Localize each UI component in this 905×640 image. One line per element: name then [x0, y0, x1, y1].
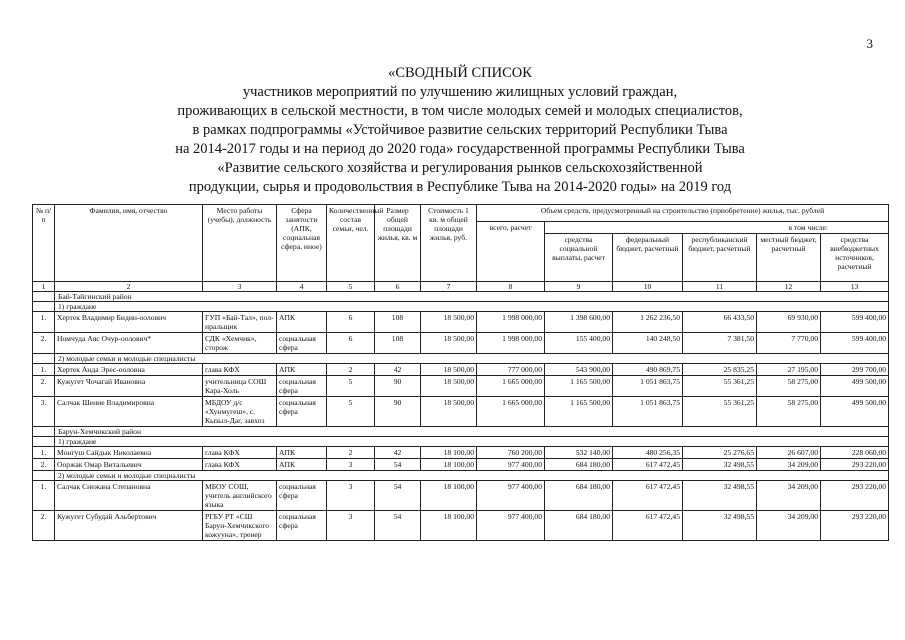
column-number: 6 [375, 282, 421, 292]
table-cell: 1 998 000,00 [477, 312, 545, 333]
table-cell: 18 100,00 [421, 481, 477, 511]
table-cell: 6 [327, 333, 375, 354]
table-cell: 42 [375, 447, 421, 459]
header-price: Стоимость 1 кв. м общей площади жилья, руб. [421, 205, 477, 282]
table-cell: АПК [277, 364, 327, 376]
table-cell: 18 100,00 [421, 447, 477, 459]
document-title [120, 64, 800, 197]
column-number: 2 [55, 282, 203, 292]
table-cell: 90 [375, 397, 421, 427]
column-number: 3 [203, 282, 277, 292]
table-row [33, 511, 889, 541]
header-area: Размер общей площади жилья, кв. м [375, 205, 421, 282]
table-cell: 228 060,00 [821, 447, 889, 459]
header-family: Количественный состав семьи, чел. [327, 205, 375, 282]
table-cell: АПК [277, 459, 327, 471]
header-republic: республиканский бюджет, расчетный [683, 234, 757, 282]
table-cell: 293 220,00 [821, 481, 889, 511]
table-cell: 7 770,00 [757, 333, 821, 354]
table-cell: МБОУ СОШ, учитель английского языка [203, 481, 277, 511]
table-row [33, 397, 889, 427]
title-line: на 2014-2017 годы и на период до 2020 года» государственной программы Республики Тыва [175, 141, 745, 157]
table-row [33, 364, 889, 376]
table-cell: 3. [33, 397, 55, 427]
table-cell: 5 [327, 376, 375, 397]
table-row [33, 447, 889, 459]
table-row [33, 333, 889, 354]
table-cell: 25 276,65 [683, 447, 757, 459]
table-cell: 3 [327, 481, 375, 511]
column-number: 12 [757, 282, 821, 292]
header-federal: федеральный бюджет, расчетный [613, 234, 683, 282]
table-cell: 26 607,00 [757, 447, 821, 459]
table-cell: глава КФХ [203, 364, 277, 376]
table-cell: учительница СОШ Кара-Холь [203, 376, 277, 397]
table-cell: 1 398 600,00 [545, 312, 613, 333]
title-line: участников мероприятий по улучшению жилищных условий граждан, [242, 84, 678, 100]
table-cell: МБДОУ д/с «Хунмугеш», с. Кызыл-Даг, завхоз [203, 397, 277, 427]
column-number: 10 [613, 282, 683, 292]
group-label: 2) молодые семьи и молодые специалисты [55, 471, 889, 481]
district-name-row [33, 427, 889, 437]
table-cell: 617 472,45 [613, 481, 683, 511]
table-cell: социальная сфера [277, 333, 327, 354]
table-cell: 1 165 500,00 [545, 376, 613, 397]
participants-table [32, 204, 889, 541]
table-cell: 2. [33, 376, 55, 397]
group-label-row [33, 302, 889, 312]
table-cell: 42 [375, 364, 421, 376]
table-cell: 66 433,50 [683, 312, 757, 333]
table-row [33, 312, 889, 333]
table-cell: 777 000,00 [477, 364, 545, 376]
table-cell: 58 275,00 [757, 376, 821, 397]
table-cell: 1. [33, 447, 55, 459]
table-cell: глава КФХ [203, 447, 277, 459]
table-cell: социальная сфера [277, 397, 327, 427]
empty-cell [33, 427, 55, 437]
table-cell: 977 400,00 [477, 481, 545, 511]
table-cell: 69 930,00 [757, 312, 821, 333]
table-cell: социальная сфера [277, 376, 327, 397]
column-numbers-row [33, 282, 889, 292]
group-label-row [33, 471, 889, 481]
table-cell: 25 835,25 [683, 364, 757, 376]
column-number: 5 [327, 282, 375, 292]
table-cell: 977 400,00 [477, 511, 545, 541]
table-cell: 54 [375, 459, 421, 471]
table-cell: 18 100,00 [421, 459, 477, 471]
table-cell: 32 498,55 [683, 459, 757, 471]
table-cell: 18 500,00 [421, 397, 477, 427]
table-cell: РГБУ РТ «СШ Барун-Хемчикского кожууна», тренер [203, 511, 277, 541]
title-line: проживающих в сельской местности, в том числе молодых семей и молодых специалистов, [177, 103, 743, 119]
header-name: Фамилия, имя, отчество [55, 205, 203, 282]
table-cell: 1. [33, 481, 55, 511]
table-cell: 1 262 236,50 [613, 312, 683, 333]
table-cell: 3 [327, 459, 375, 471]
table-cell: СДК «Хемчик», сторож [203, 333, 277, 354]
header-no: № п/п [33, 205, 55, 282]
district-name: Бай-Тайгинский район [55, 292, 889, 302]
empty-cell [33, 302, 55, 312]
table-cell: 543 900,00 [545, 364, 613, 376]
table-cell: 293 220,00 [821, 459, 889, 471]
table-cell: 977 400,00 [477, 459, 545, 471]
table-cell: 599 400,00 [821, 312, 889, 333]
table-cell: глава КФХ [203, 459, 277, 471]
table-cell: 293 220,00 [821, 511, 889, 541]
district-name-row [33, 292, 889, 302]
column-number: 1 [33, 282, 55, 292]
table-cell: 760 200,00 [477, 447, 545, 459]
header-volume: Объем средств, предусмотренный на строительство (приобретение) жилья, тыс. рублей [477, 205, 889, 222]
table-cell: 599 400,00 [821, 333, 889, 354]
district-name: Барун-Хемчикский район [55, 427, 889, 437]
table-cell: 18 500,00 [421, 376, 477, 397]
table-cell: 684 180,00 [545, 481, 613, 511]
header-sphere: Сфера занятости (АПК, социальная сфера, иное) [277, 205, 327, 282]
table-cell: 2 [327, 364, 375, 376]
table-cell: 90 [375, 376, 421, 397]
table-cell: Хертек Анда Эрес-ооловна [55, 364, 203, 376]
table-cell: 155 400,00 [545, 333, 613, 354]
table-cell: социальная сфера [277, 511, 327, 541]
empty-cell [33, 292, 55, 302]
table-cell: 1. [33, 312, 55, 333]
column-number: 8 [477, 282, 545, 292]
table-cell: 2 [327, 447, 375, 459]
table-cell: 2. [33, 511, 55, 541]
table-cell: 299 700,00 [821, 364, 889, 376]
table-cell: 1 665 000,00 [477, 376, 545, 397]
group-label: 1) граждане [55, 437, 889, 447]
table-cell: Ооржак Омар Витальевич [55, 459, 203, 471]
table-cell: 499 500,00 [821, 397, 889, 427]
title-line: «Развитие сельского хозяйства и регулирования рынков сельскохозяйственной [217, 160, 703, 176]
header-including: в том числе: [545, 222, 889, 234]
table-cell: 32 498,55 [683, 481, 757, 511]
table-cell: ГУП «Бай-Тал», полиральщик [203, 312, 277, 333]
table-cell: 58 275,00 [757, 397, 821, 427]
table-cell: Кужугет Чочагай Ивановна [55, 376, 203, 397]
title-line: продукции, сырья и продовольствия в Республике Тыва на 2014-2020 годы» на 2019 год [188, 179, 732, 195]
table-cell: 1 998 000,00 [477, 333, 545, 354]
table-cell: Салчак Шениe Владимировна [55, 397, 203, 427]
table-cell: 1 051 863,75 [613, 376, 683, 397]
table-cell: Номчуда Аяс Очур-оолович* [55, 333, 203, 354]
page-number: 3 [866, 36, 873, 51]
table-cell: 18 100,00 [421, 511, 477, 541]
table-row [33, 481, 889, 511]
table-cell: 18 500,00 [421, 364, 477, 376]
column-number: 4 [277, 282, 327, 292]
table-cell: 617 472,45 [613, 511, 683, 541]
table-cell: 55 361,25 [683, 376, 757, 397]
table-cell: 2. [33, 459, 55, 471]
table-cell: 54 [375, 481, 421, 511]
table-cell: 684 180,00 [545, 511, 613, 541]
table-cell: социальная сфера [277, 481, 327, 511]
table-cell: 7 381,50 [683, 333, 757, 354]
table-cell: 108 [375, 312, 421, 333]
table-cell: 1. [33, 364, 55, 376]
title-line: «СВОДНЫЙ СПИСОК [388, 65, 532, 81]
table-cell: 54 [375, 511, 421, 541]
table-cell: 2. [33, 333, 55, 354]
table-cell: 6 [327, 312, 375, 333]
table-cell: 532 140,00 [545, 447, 613, 459]
table-cell: 499 500,00 [821, 376, 889, 397]
table-cell: 490 869,75 [613, 364, 683, 376]
table-cell: 684 180,00 [545, 459, 613, 471]
table-cell: 1 165 500,00 [545, 397, 613, 427]
table-cell: 108 [375, 333, 421, 354]
table-cell: 55 361,25 [683, 397, 757, 427]
table-cell: 34 209,00 [757, 459, 821, 471]
column-number: 9 [545, 282, 613, 292]
table-cell: 3 [327, 511, 375, 541]
column-number: 13 [821, 282, 889, 292]
table-cell: 5 [327, 397, 375, 427]
header-work: Место работы (учебы), должность [203, 205, 277, 282]
table-row [33, 459, 889, 471]
header-local: местный бюджет, расчетный [757, 234, 821, 282]
empty-cell [33, 471, 55, 481]
table-cell: 140 248,50 [613, 333, 683, 354]
table-cell: Хертек Владимир Бидин-оолович [55, 312, 203, 333]
table-cell: 1 051 863,75 [613, 397, 683, 427]
table-cell: Монгуш Сайдык Николаевна [55, 447, 203, 459]
table-cell: 34 209,00 [757, 511, 821, 541]
header-extra: средства внебюджетных источников, расчетный [821, 234, 889, 282]
column-number: 11 [683, 282, 757, 292]
table-cell: Кужугет Субудай Альбертович [55, 511, 203, 541]
group-label: 1) граждане [55, 302, 889, 312]
table-cell: 18 500,00 [421, 333, 477, 354]
header-social: средства социальной выплаты, расчет [545, 234, 613, 282]
group-label: 2) молодые семьи и молодые специалисты [55, 354, 889, 364]
group-label-row [33, 354, 889, 364]
table-cell: Салчак Снежана Степановна [55, 481, 203, 511]
table-cell: 27 195,00 [757, 364, 821, 376]
table-body [33, 292, 889, 541]
table-row [33, 376, 889, 397]
empty-cell [33, 354, 55, 364]
table-cell: 480 256,35 [613, 447, 683, 459]
table-cell: 32 498,55 [683, 511, 757, 541]
group-label-row [33, 437, 889, 447]
table-cell: 1 665 000,00 [477, 397, 545, 427]
table-cell: 34 209,00 [757, 481, 821, 511]
table-cell: 18 500,00 [421, 312, 477, 333]
table-cell: АПК [277, 312, 327, 333]
table-cell: АПК [277, 447, 327, 459]
column-number: 7 [421, 282, 477, 292]
header-total: всего, расчет [477, 222, 545, 282]
title-line: в рамках подпрограммы «Устойчивое развитие сельских территорий Республики Тыва [192, 122, 728, 138]
empty-cell [33, 437, 55, 447]
table-cell: 617 472,45 [613, 459, 683, 471]
